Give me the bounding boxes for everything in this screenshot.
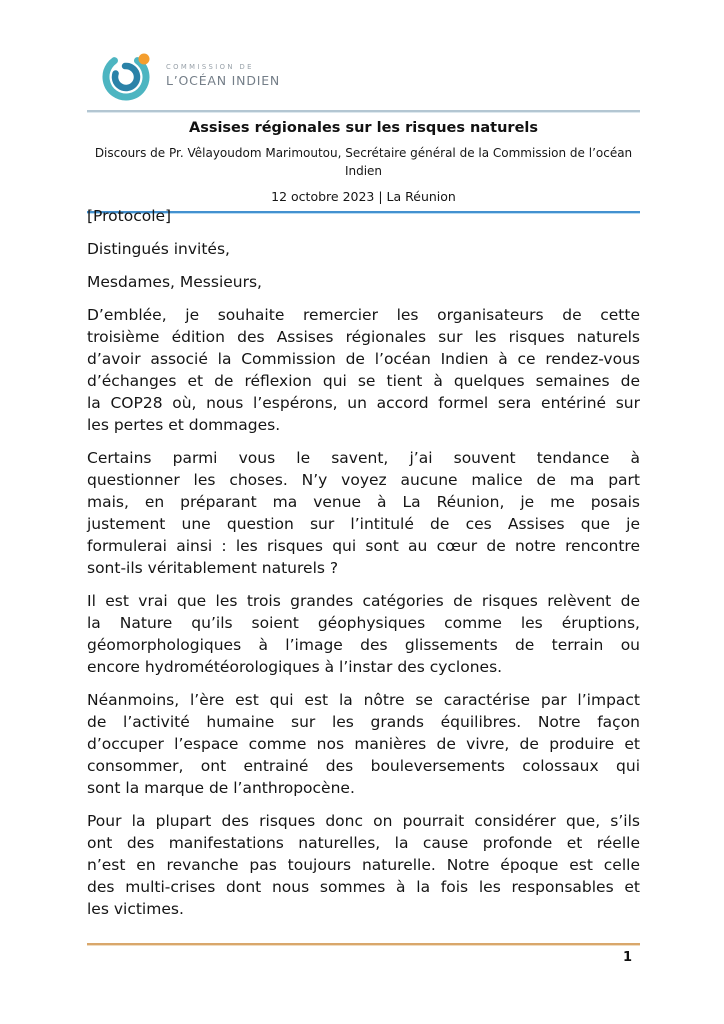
paragraph-line: sont la marque de l’anthropocène.: [87, 779, 355, 797]
paragraph: [87, 447, 640, 579]
logo-org-name-small: COMMISSION DE: [166, 62, 254, 71]
paragraph-line: mais, en préparant ma venue à La Réunion, je me posais: [87, 493, 640, 511]
paragraph-line: d’avoir associé la Commission de l’océan Indien à ce rendez-vous: [87, 350, 640, 368]
paragraph: [87, 689, 640, 799]
paragraph-line: Néanmoins, l’ère est qui est la nôtre se caractérise par l’impact: [87, 691, 640, 709]
paragraph-line: questionner les choses. N’y voyez aucune malice de ma part: [87, 471, 640, 489]
document-footer: [87, 943, 640, 967]
paragraph-line: sont-ils véritablement naturels ?: [87, 559, 339, 577]
paragraph-line: encore hydrométéorologiques à l’instar des cyclones.: [87, 658, 503, 676]
paragraph-line: Certains parmi vous le savent, j’ai souvent tendance à: [87, 449, 640, 467]
paragraph-line: les pertes et dommages.: [87, 416, 281, 434]
paragraph-line: troisième édition des Assises régionales sur les risques naturels: [87, 328, 640, 346]
paragraph-line: D’emblée, je souhaite remercier les organisateurs de cette: [87, 306, 640, 324]
paragraph: [87, 238, 640, 260]
paragraph-line: d’échanges et de réflexion qui se tient à quelques semaines de: [87, 372, 640, 390]
logo-wordmark: [166, 63, 280, 88]
logo-dot: [139, 54, 150, 65]
paragraph: [87, 271, 640, 293]
header-rule-top: [87, 110, 640, 113]
paragraph-line: Distingués invités,: [87, 240, 230, 258]
document-body: [87, 205, 640, 931]
paragraph-line: consommer, ont entrainé des bouleversements colossaux qui: [87, 757, 640, 775]
document-subtitle-line1: Discours de Pr. Vêlayoudom Marimoutou, Secrétaire général de la Commission de l’océan: [94, 146, 633, 160]
date-location-line: 12 octobre 2023 | La Réunion: [271, 189, 456, 204]
paragraph-line: Il est vrai que les trois grandes catégories de risques relèvent de: [87, 592, 640, 610]
paragraph-line: de l’activité humaine sur les grands équilibres. Notre façon: [87, 713, 640, 731]
paragraph-line: la Nature qu’ils soient géophysiques comme les éruptions,: [87, 614, 640, 632]
paragraph-line: d’occuper l’espace comme nos manières de vivre, de produire et: [87, 735, 640, 753]
paragraph: [87, 205, 640, 227]
document-title: Assises régionales sur les risques naturels: [188, 120, 539, 136]
paragraph-line: géomorphologiques à l’image des glissements de terrain ou: [87, 636, 640, 654]
document-subtitle-line2: Indien: [344, 163, 383, 178]
paragraph-line: des multi-crises dont nous sommes à la fois les responsables et: [87, 878, 640, 896]
paragraph: [87, 810, 640, 920]
document-header: [87, 110, 640, 214]
paragraph-line: [Protocole]: [87, 207, 172, 225]
paragraph: [87, 304, 640, 436]
paragraph-line: n’est en revanche pas toujours naturelle. Notre époque est celle: [87, 856, 640, 874]
footer-rule: [87, 943, 640, 946]
paragraph-line: Pour la plupart des risques donc on pourrait considérer que, s’ils: [87, 812, 640, 830]
paragraph-line: les victimes.: [87, 900, 184, 918]
logo: [99, 46, 280, 104]
paragraph-line: la COP28 où, nous l’espérons, un accord formel sera entériné sur: [87, 394, 640, 412]
logo-org-name-large: L’OCÉAN INDIEN: [166, 72, 281, 88]
paragraph-line: ont des manifestations naturelles, la cause profonde et réelle: [87, 834, 640, 852]
paragraph-line: justement une question sur l’intitulé de ces Assises que je: [87, 515, 640, 533]
page-number: 1: [622, 950, 632, 965]
paragraph: [87, 590, 640, 678]
document-subtitle: [87, 145, 640, 180]
paragraph-line: Mesdames, Messieurs,: [87, 273, 262, 291]
coi-logo-icon: [99, 46, 157, 104]
paragraph-line: formulerai ainsi : les risques qui sont au cœur de notre rencontre: [87, 537, 640, 555]
